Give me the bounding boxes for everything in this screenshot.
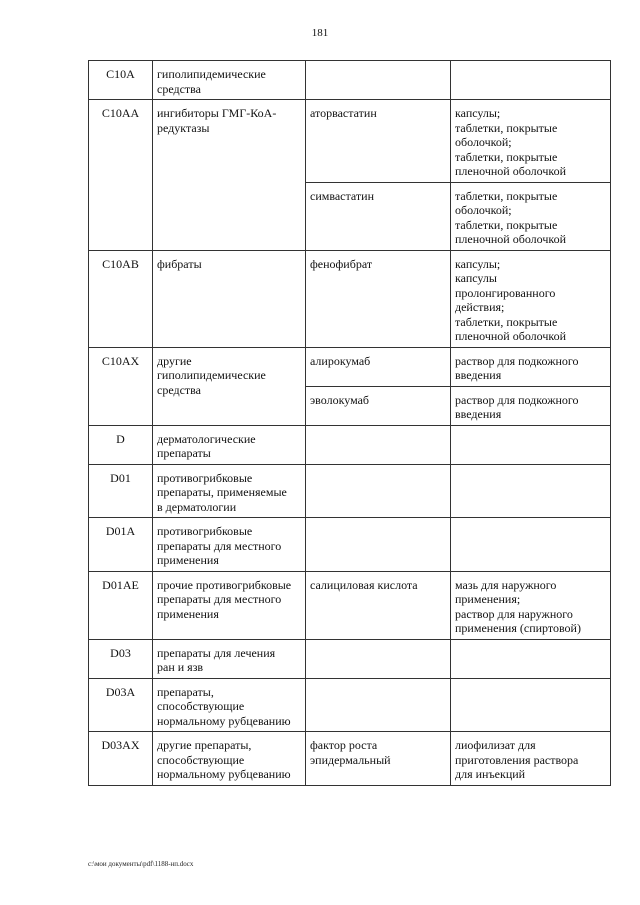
dosage-form-cell: таблетки, покрытые оболочкой; таблетки, покрытые пленочной оболочкой	[451, 182, 611, 250]
dosage-form-cell: раствор для подкожного введения	[451, 347, 611, 386]
table-row	[89, 639, 611, 678]
drug-name-cell: симвастатин	[306, 182, 451, 250]
table-row	[89, 250, 611, 347]
group-name-cell: другие гиполипидемические средства	[153, 347, 306, 425]
drug-name-cell	[306, 464, 451, 518]
drug-classification-table	[88, 60, 611, 786]
drug-name-cell: фенофибрат	[306, 250, 451, 347]
drug-name-cell: салициловая кислота	[306, 571, 451, 639]
table-row	[89, 732, 611, 786]
atc-code-cell: D03AX	[89, 732, 153, 786]
dosage-form-cell	[451, 678, 611, 732]
drug-name-cell	[306, 518, 451, 572]
table-row	[89, 100, 611, 183]
atc-code-cell: C10A	[89, 61, 153, 100]
group-name-cell: другие препараты, способствующие нормальному рубцеванию	[153, 732, 306, 786]
group-name-cell: препараты, способствующие нормальному рубцеванию	[153, 678, 306, 732]
drug-name-cell	[306, 425, 451, 464]
dosage-form-cell	[451, 518, 611, 572]
dosage-form-cell	[451, 61, 611, 100]
atc-code-cell: C10AA	[89, 100, 153, 251]
dosage-form-cell: капсулы; таблетки, покрытые оболочкой; таблетки, покрытые пленочной оболочкой	[451, 100, 611, 183]
atc-code-cell: D01	[89, 464, 153, 518]
group-name-cell: фибраты	[153, 250, 306, 347]
drug-name-cell: аторвастатин	[306, 100, 451, 183]
table-row	[89, 347, 611, 386]
table-row	[89, 678, 611, 732]
drug-name-cell: эволокумаб	[306, 386, 451, 425]
table-row	[89, 571, 611, 639]
atc-code-cell: C10AB	[89, 250, 153, 347]
drug-name-cell: фактор роста эпидермальный	[306, 732, 451, 786]
page-number: 181	[311, 27, 329, 39]
atc-code-cell: D03	[89, 639, 153, 678]
atc-code-cell: D01A	[89, 518, 153, 572]
table-row	[89, 518, 611, 572]
dosage-form-cell: раствор для подкожного введения	[451, 386, 611, 425]
table-row	[89, 61, 611, 100]
drug-name-cell	[306, 639, 451, 678]
table-row	[89, 425, 611, 464]
dosage-form-cell: капсулы; капсулы пролонгированного действия; таблетки, покрытые пленочной оболочкой	[451, 250, 611, 347]
group-name-cell: прочие противогрибковые препараты для местного применения	[153, 571, 306, 639]
atc-code-cell: D	[89, 425, 153, 464]
atc-code-cell: C10AX	[89, 347, 153, 425]
group-name-cell: противогрибковые препараты, применяемые в дерматологии	[153, 464, 306, 518]
group-name-cell: ингибиторы ГМГ-КоА- редуктазы	[153, 100, 306, 251]
drug-name-cell: алирокумаб	[306, 347, 451, 386]
group-name-cell: дерматологические препараты	[153, 425, 306, 464]
group-name-cell: препараты для лечения ран и язв	[153, 639, 306, 678]
document-file-path: c:\мои документы\pdf\1188-нп.docx	[88, 860, 194, 868]
atc-code-cell: D03A	[89, 678, 153, 732]
dosage-form-cell: мазь для наружного применения; раствор для наружного применения (спиртовой)	[451, 571, 611, 639]
dosage-form-cell: лиофилизат для приготовления раствора для инъекций	[451, 732, 611, 786]
table-row	[89, 464, 611, 518]
group-name-cell: противогрибковые препараты для местного применения	[153, 518, 306, 572]
dosage-form-cell	[451, 425, 611, 464]
group-name-cell: гиполипидемические средства	[153, 61, 306, 100]
atc-code-cell: D01AE	[89, 571, 153, 639]
dosage-form-cell	[451, 639, 611, 678]
dosage-form-cell	[451, 464, 611, 518]
drug-name-cell	[306, 61, 451, 100]
drug-name-cell	[306, 678, 451, 732]
